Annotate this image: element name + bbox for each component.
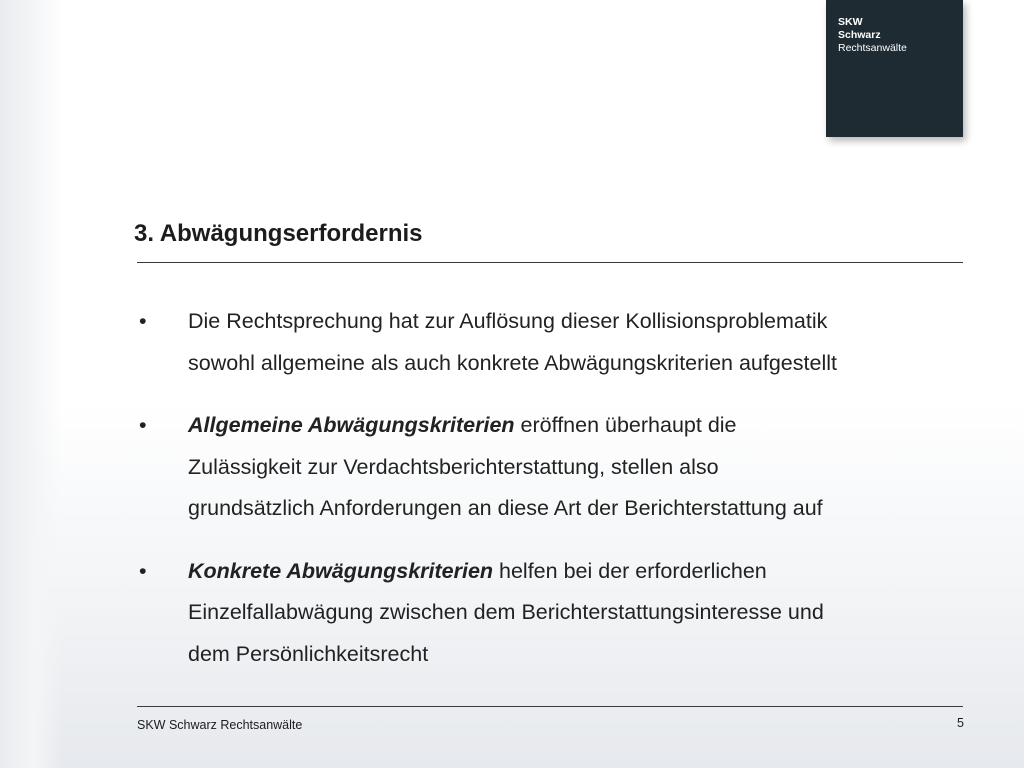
bullet-marker: • bbox=[139, 309, 147, 333]
bullet-item-allgemeine-kriterien bbox=[137, 405, 977, 530]
bullet-emphasis: Konkrete Abwägungskriterien bbox=[188, 558, 494, 583]
company-logo bbox=[826, 0, 963, 137]
bullet-emphasis: Allgemeine Abwägungskriterien bbox=[188, 413, 515, 437]
bullet-line-rest: eröffnen überhaupt die bbox=[514, 413, 737, 437]
footer-company-name: SKW Schwarz Rechtsanwälte bbox=[137, 718, 303, 732]
bullet-marker: • bbox=[139, 413, 147, 437]
bullet-line: sowohl allgemeine als auch konkrete Abwägungskriterien aufgestellt bbox=[188, 350, 837, 375]
bullet-item-rechtsprechung bbox=[137, 301, 977, 384]
bullet-text bbox=[188, 301, 977, 384]
logo-line-rechtsanwaelte: Rechtsanwälte bbox=[838, 42, 907, 54]
bullet-text bbox=[188, 551, 977, 676]
bullet-line bbox=[188, 405, 977, 447]
bullet-line: Einzelfallabwägung zwischen dem Berichterstattungsinteresse und bbox=[188, 600, 824, 624]
footer-divider bbox=[137, 706, 963, 707]
bullet-text bbox=[188, 405, 977, 530]
page-number: 5 bbox=[957, 716, 964, 730]
slide-title: 3. Abwägungserfordernis bbox=[134, 220, 423, 247]
bullet-list bbox=[137, 301, 977, 696]
bullet-line-rest: helfen bei der erforderlichen bbox=[493, 558, 767, 583]
bullet-marker: • bbox=[139, 558, 147, 583]
title-divider bbox=[137, 262, 963, 263]
bullet-line: dem Persönlichkeitsrecht bbox=[188, 641, 429, 666]
bullet-line: grundsätzlich Anforderungen an diese Art der Berichterstattung auf bbox=[188, 496, 823, 520]
bullet-line: Die Rechtsprechung hat zur Auflösung dieser Kollisionsproblematik bbox=[188, 309, 828, 333]
logo-line-skw: SKW bbox=[838, 16, 863, 28]
left-edge-shading bbox=[0, 0, 62, 768]
logo-line-schwarz: Schwarz bbox=[838, 29, 881, 41]
bullet-item-konkrete-kriterien bbox=[137, 551, 977, 676]
bullet-line: Zulässigkeit zur Verdachtsberichterstattung, stellen also bbox=[188, 454, 719, 479]
bullet-line bbox=[188, 551, 977, 593]
